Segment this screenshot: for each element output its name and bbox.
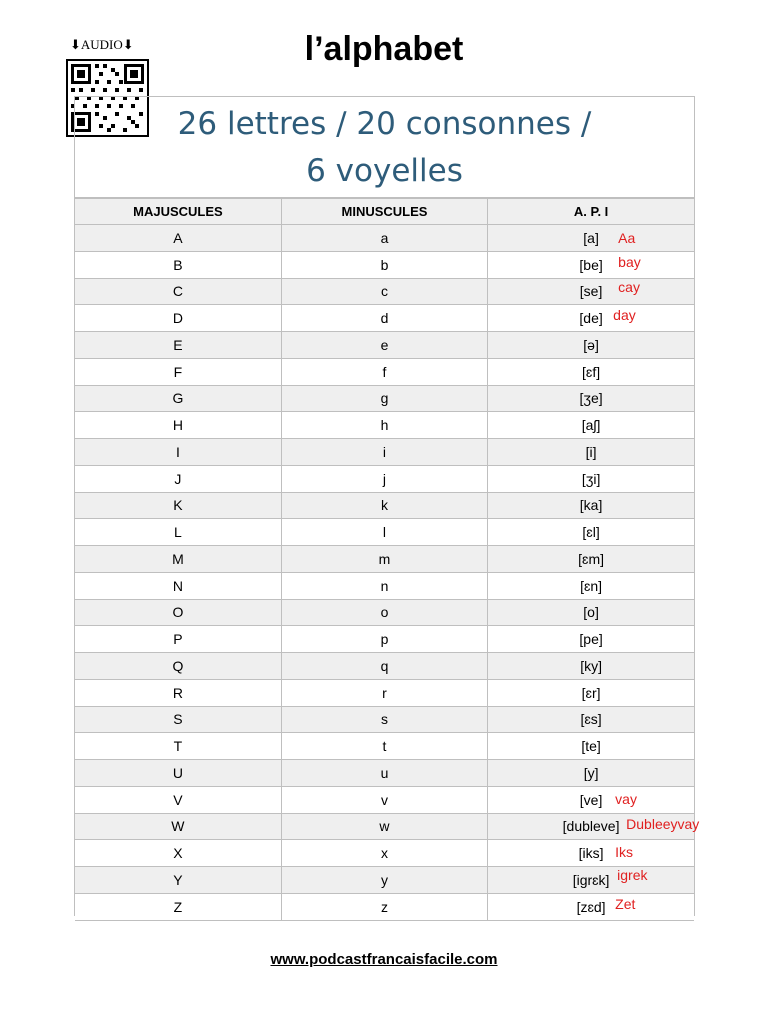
handwritten-note: day <box>613 307 636 324</box>
table-row <box>75 465 694 492</box>
handwritten-note: Aa <box>618 229 636 246</box>
api-transcription: [dubleve] <box>562 818 620 835</box>
page-title: l’alphabet <box>304 30 464 68</box>
uppercase-letter: G <box>75 385 281 412</box>
column-header-api: A. P. I <box>488 199 694 225</box>
api-transcription: [ve] <box>579 791 603 808</box>
lowercase-letter: v <box>281 786 487 813</box>
lowercase-letter: p <box>281 626 487 653</box>
lowercase-letter: t <box>281 733 487 760</box>
uppercase-letter: Y <box>75 867 281 894</box>
uppercase-letter: D <box>75 305 281 332</box>
table-row <box>75 706 694 733</box>
subtitle-line-1: 26 lettres / 20 consonnes / <box>177 106 592 142</box>
api-transcription: [a] <box>583 229 599 246</box>
api-cell <box>488 278 694 305</box>
api-transcription: [se] <box>579 283 603 300</box>
handwritten-note: cay <box>618 278 640 295</box>
table-row <box>75 840 694 867</box>
table-row <box>75 733 694 760</box>
uppercase-letter: J <box>75 465 281 492</box>
lowercase-letter: k <box>281 492 487 519</box>
lowercase-letter: u <box>281 760 487 787</box>
api-cell <box>488 332 694 359</box>
api-transcription: [iks] <box>578 845 604 862</box>
api-cell <box>488 439 694 466</box>
api-cell <box>488 706 694 733</box>
website-link[interactable]: www.podcastfrancaisfacile.com <box>270 951 498 968</box>
table-row <box>75 599 694 626</box>
api-transcription: [i] <box>585 443 597 460</box>
api-cell <box>488 225 694 252</box>
api-transcription: [be] <box>579 256 603 273</box>
handwritten-note: vay <box>615 790 637 807</box>
handwritten-note: Dubleeyvay <box>626 815 700 832</box>
lowercase-letter: r <box>281 679 487 706</box>
lowercase-letter: d <box>281 305 487 332</box>
table-row <box>75 385 694 412</box>
table-row <box>75 867 694 894</box>
api-cell <box>488 251 694 278</box>
table-row <box>75 412 694 439</box>
api-cell <box>488 385 694 412</box>
uppercase-letter: O <box>75 599 281 626</box>
uppercase-letter: P <box>75 626 281 653</box>
api-cell <box>488 626 694 653</box>
api-cell <box>488 519 694 546</box>
handwritten-note: Iks <box>615 844 634 861</box>
lowercase-letter: m <box>281 546 487 573</box>
lowercase-letter: n <box>281 572 487 599</box>
lowercase-letter: q <box>281 653 487 680</box>
api-transcription: [de] <box>579 310 603 327</box>
lowercase-letter: i <box>281 439 487 466</box>
handwritten-note: Zet <box>615 895 636 912</box>
column-header-minuscules: MINUSCULES <box>281 199 487 225</box>
api-transcription: [ʒe] <box>579 390 603 407</box>
api-transcription: [pe] <box>579 631 603 648</box>
api-transcription: [ky] <box>580 657 602 674</box>
api-transcription: [ɛf] <box>582 363 601 380</box>
api-cell <box>488 786 694 813</box>
table-row <box>75 358 694 385</box>
alphabet-table <box>75 198 700 921</box>
table-row <box>75 813 694 840</box>
api-transcription: [zɛd] <box>576 898 606 915</box>
api-transcription: [aʃ] <box>581 417 601 434</box>
api-cell <box>488 867 694 894</box>
api-cell <box>488 465 694 492</box>
handwritten-note: igrek <box>617 867 648 883</box>
handwritten-note: bay <box>618 253 641 270</box>
api-cell <box>488 733 694 760</box>
lowercase-letter: s <box>281 706 487 733</box>
api-transcription: [igrɛk] <box>572 871 610 888</box>
uppercase-letter: E <box>75 332 281 359</box>
lowercase-letter: z <box>281 893 487 920</box>
table-row <box>75 626 694 653</box>
api-cell <box>488 599 694 626</box>
table-row <box>75 546 694 573</box>
table-row <box>75 572 694 599</box>
api-transcription: [ɛm] <box>578 550 605 567</box>
lowercase-letter: o <box>281 599 487 626</box>
uppercase-letter: Q <box>75 653 281 680</box>
uppercase-letter: R <box>75 679 281 706</box>
uppercase-letter: K <box>75 492 281 519</box>
uppercase-letter: B <box>75 251 281 278</box>
table-row <box>75 760 694 787</box>
subtitle-line-2: 6 voyelles <box>306 153 463 189</box>
uppercase-letter: F <box>75 358 281 385</box>
api-transcription: [ka] <box>579 497 603 514</box>
uppercase-letter: S <box>75 706 281 733</box>
table-row <box>75 225 694 252</box>
table-row <box>75 679 694 706</box>
table-row <box>75 332 694 359</box>
uppercase-letter: A <box>75 225 281 252</box>
subtitle <box>75 97 694 198</box>
api-transcription: [ɛr] <box>581 684 601 701</box>
alphabet-box <box>74 96 700 916</box>
table-row <box>75 305 694 332</box>
api-transcription: [ɛs] <box>580 711 602 728</box>
api-cell <box>488 813 700 840</box>
api-transcription: [ʒi] <box>581 470 601 487</box>
table-row <box>75 492 694 519</box>
table-row <box>75 251 694 278</box>
lowercase-letter: b <box>281 251 487 278</box>
api-cell <box>488 893 694 920</box>
api-transcription: [te] <box>581 738 601 755</box>
lowercase-letter: h <box>281 412 487 439</box>
lowercase-letter: j <box>281 465 487 492</box>
uppercase-letter: W <box>75 813 281 840</box>
api-transcription: [ə] <box>583 336 599 353</box>
lowercase-letter: f <box>281 358 487 385</box>
lowercase-letter: e <box>281 332 487 359</box>
api-cell <box>488 840 694 867</box>
uppercase-letter: T <box>75 733 281 760</box>
uppercase-letter: C <box>75 278 281 305</box>
api-transcription: [ɛn] <box>580 577 603 594</box>
lowercase-letter: a <box>281 225 487 252</box>
uppercase-letter: X <box>75 840 281 867</box>
table-row <box>75 893 694 920</box>
uppercase-letter: V <box>75 786 281 813</box>
api-cell <box>488 546 694 573</box>
table-row <box>75 653 694 680</box>
lowercase-letter: x <box>281 840 487 867</box>
uppercase-letter: N <box>75 572 281 599</box>
api-cell <box>488 653 694 680</box>
table-row <box>75 278 694 305</box>
uppercase-letter: U <box>75 760 281 787</box>
api-transcription: [y] <box>583 764 599 781</box>
uppercase-letter: H <box>75 412 281 439</box>
api-cell <box>488 358 694 385</box>
table-row <box>75 786 694 813</box>
api-transcription: [ɛl] <box>582 524 600 541</box>
column-header-majuscules: MAJUSCULES <box>75 199 281 225</box>
lowercase-letter: l <box>281 519 487 546</box>
api-cell <box>488 760 694 787</box>
api-cell <box>488 492 694 519</box>
lowercase-letter: y <box>281 867 487 894</box>
table-header-row <box>75 199 694 225</box>
uppercase-letter: I <box>75 439 281 466</box>
table-row <box>75 439 694 466</box>
lowercase-letter: g <box>281 385 487 412</box>
audio-label: ⬇AUDIO⬇ <box>70 37 134 52</box>
api-cell <box>488 305 694 332</box>
table-row <box>75 519 694 546</box>
table-body <box>75 225 700 921</box>
api-transcription: [o] <box>583 604 599 621</box>
uppercase-letter: Z <box>75 893 281 920</box>
lowercase-letter: w <box>281 813 487 840</box>
uppercase-letter: L <box>75 519 281 546</box>
api-cell <box>488 412 694 439</box>
lowercase-letter: c <box>281 278 487 305</box>
uppercase-letter: M <box>75 546 281 573</box>
api-cell <box>488 572 694 599</box>
api-cell <box>488 679 694 706</box>
